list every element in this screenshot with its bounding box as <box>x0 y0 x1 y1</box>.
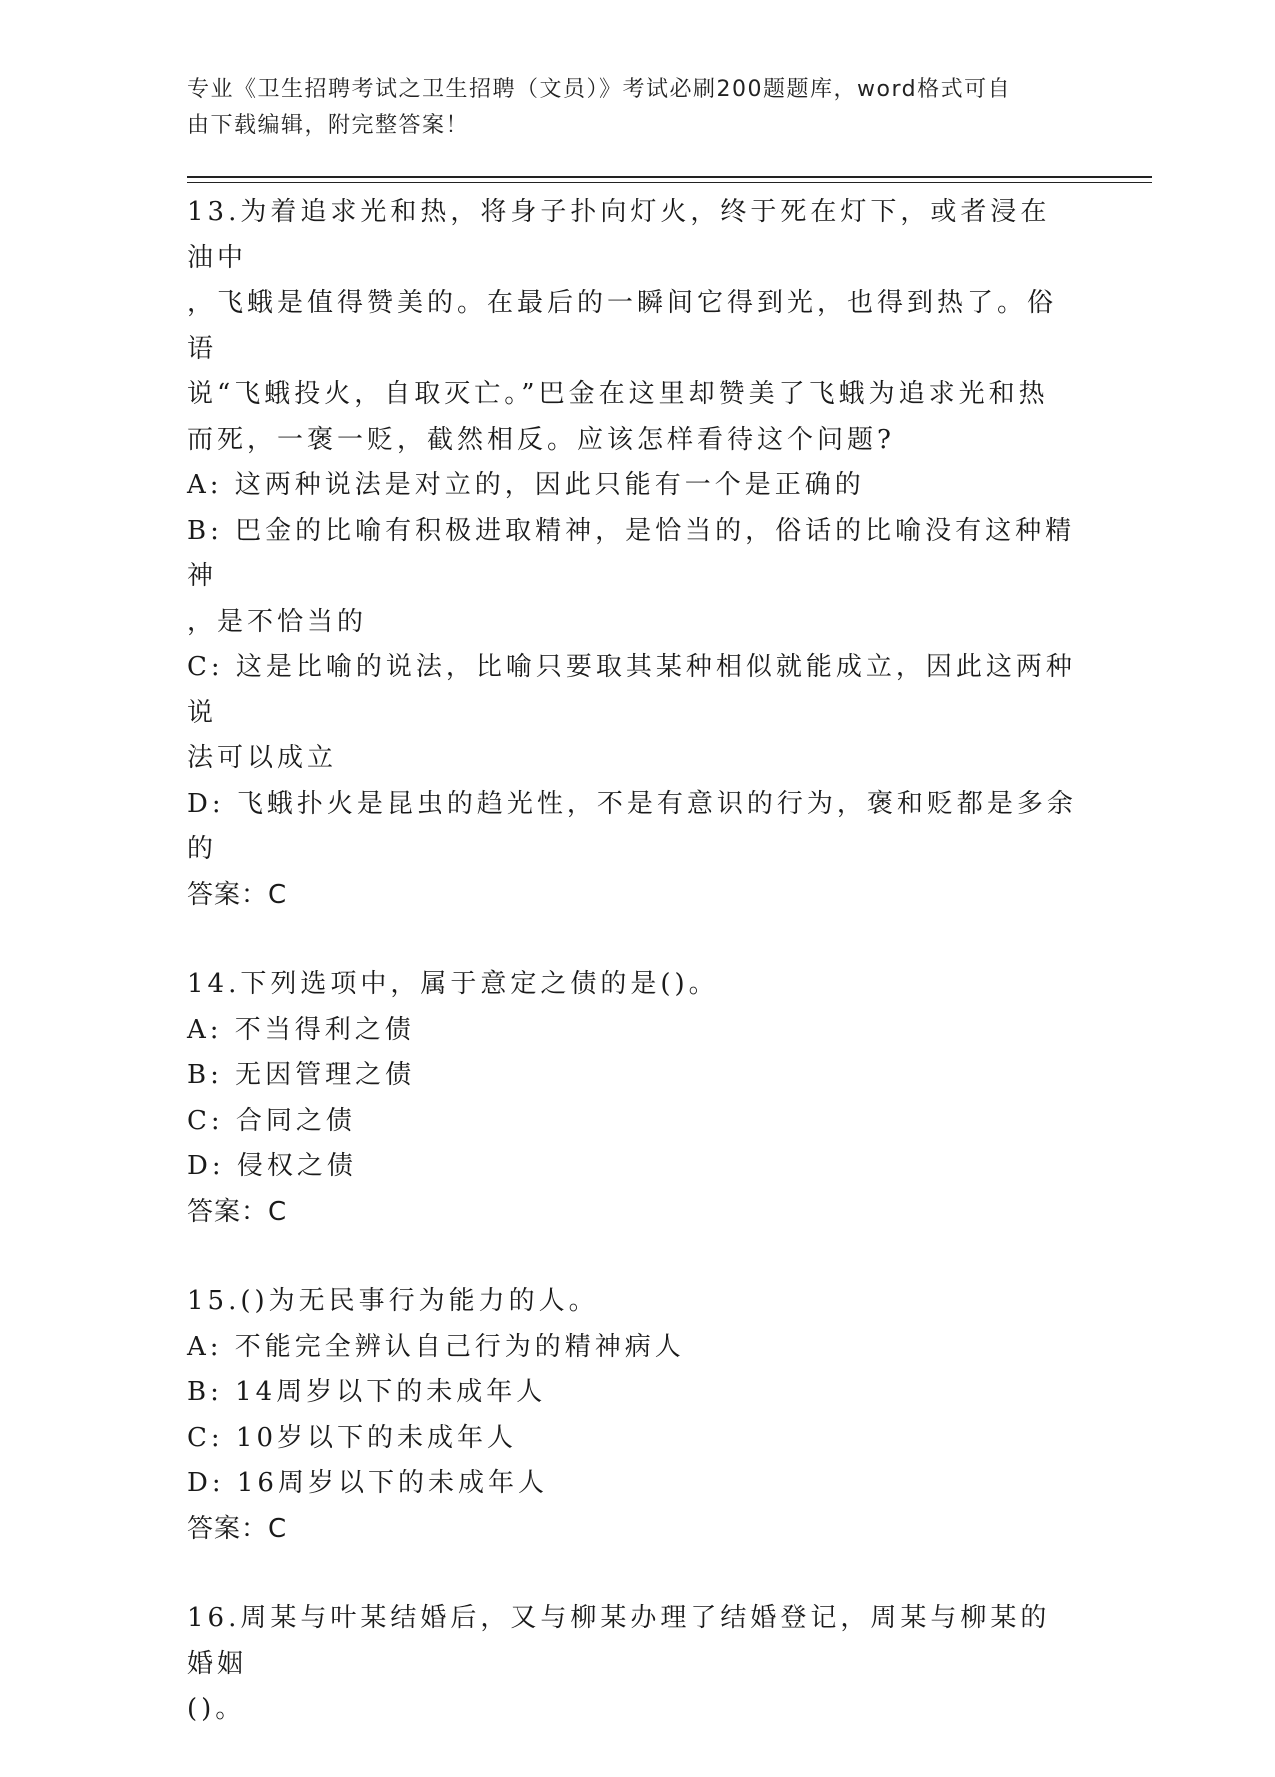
option-line: 法可以成立 <box>187 743 338 773</box>
answer-line: 答案：C <box>187 1513 288 1544</box>
option-line: D: 飞蛾扑火是昆虫的趋光性，不是有意识的行为，褒和贬都是多余的 <box>187 788 1077 864</box>
answer-line: 答案：C <box>187 1196 288 1227</box>
option-line: D: 16周岁以下的未成年人 <box>187 1468 548 1498</box>
option-line: A: 这两种说法是对立的，因此只能有一个是正确的 <box>187 470 865 500</box>
answer-line: 答案：C <box>187 879 288 910</box>
header-divider-thin <box>187 182 1152 183</box>
option-line: C: 10岁以下的未成年人 <box>187 1422 518 1453</box>
question-block <box>187 1279 1077 1552</box>
option-line: A: 不当得利之债 <box>187 1014 415 1045</box>
option-line: D: 侵权之债 <box>187 1151 357 1181</box>
header-line-2: 由下载编辑，附完整答案！ <box>187 113 470 138</box>
option-line: B: 无因管理之债 <box>187 1060 416 1090</box>
question-text-line: 16.周某与叶某结婚后，又与柳某办理了结婚登记，周某与柳某的婚姻 <box>187 1603 1051 1679</box>
question-block <box>187 962 1077 1235</box>
question-text-line: 15.()为无民事行为能力的人。 <box>187 1286 599 1316</box>
question-text-line: ，飞蛾是值得赞美的。在最后的一瞬间它得到光，也得到热了。俗语 <box>187 288 1058 364</box>
question-block <box>187 1596 1077 1733</box>
question-text-line: 而死，一褒一贬，截然相反。应该怎样看待这个问题? <box>187 424 895 455</box>
option-line: A: 不能完全辨认自己行为的精神病人 <box>187 1331 685 1362</box>
option-line: C: 这是比喻的说法，比喻只要取其某种相似就能成立，因此这两种说 <box>187 652 1076 728</box>
option-line: C: 合同之债 <box>187 1105 356 1136</box>
question-text-line: 13.为着追求光和热，将身子扑向灯火，终于死在灯下，或者浸在油中 <box>187 197 1051 273</box>
option-line: ，是不恰当的 <box>187 606 368 637</box>
question-text-line: 14.下列选项中，属于意定之债的是()。 <box>187 969 719 999</box>
question-text-line: ()。 <box>187 1694 246 1724</box>
question-block <box>187 190 1077 918</box>
option-line: B: 14周岁以下的未成年人 <box>187 1377 547 1407</box>
document-header <box>187 72 1067 144</box>
header-line-1: 专业《卫生招聘考试之卫生招聘（文员）》考试必刷200题题库，word格式可自 <box>187 77 1012 102</box>
header-divider-thick <box>187 176 1152 178</box>
option-line: B: 巴金的比喻有积极进取精神，是恰当的，俗话的比喻没有这种精神 <box>187 515 1076 591</box>
question-text-line: 说“飞蛾投火，自取灭亡。”巴金在这里却赞美了飞蛾为追求光和热 <box>187 379 1049 409</box>
question-list <box>187 190 1077 1777</box>
